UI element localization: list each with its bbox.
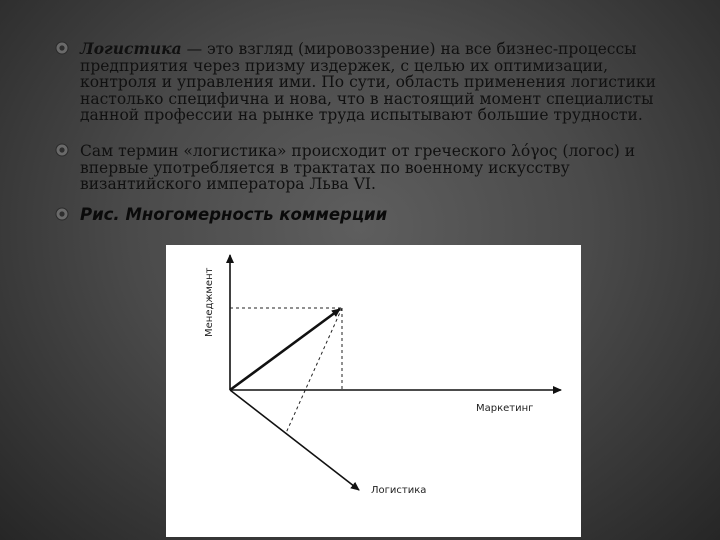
bullet-marker-icon bbox=[55, 207, 69, 221]
bullet-marker-icon bbox=[55, 143, 69, 157]
bullet-text-2: Сам термин «логистика» происходит от греческого λόγος (логос) и впервые употребляется в трактатах по военному искусству византийского императора Льва VI. bbox=[80, 142, 636, 193]
management-axis-label: Менеджмент bbox=[204, 267, 215, 337]
marketing-axis-label: Маркетинг bbox=[476, 403, 534, 414]
bullet-marker-icon bbox=[55, 41, 69, 55]
resultant-vector bbox=[230, 309, 340, 390]
bullet-text-1-body: — это взгляд (мировоззрение) на все бизнес-процессы предприятия через призму издержек, с целью их оптимизации, контроля и управления ими. По сути, область применения логистики настолько специфична и нова, что в настоящий момент специалисты данной профессии на рынке труда испытывают большие трудности. bbox=[80, 40, 656, 124]
logistics-axis-label: Логистика bbox=[371, 485, 427, 496]
bullet-text-1 bbox=[80, 41, 685, 124]
figure-caption: Рис. Многомерность коммерции bbox=[80, 205, 388, 224]
commerce-dimensions-figure bbox=[166, 245, 581, 537]
term-logistics: Логистика bbox=[80, 39, 182, 58]
logistics-axis bbox=[230, 390, 359, 490]
axes-diagram bbox=[166, 245, 581, 537]
